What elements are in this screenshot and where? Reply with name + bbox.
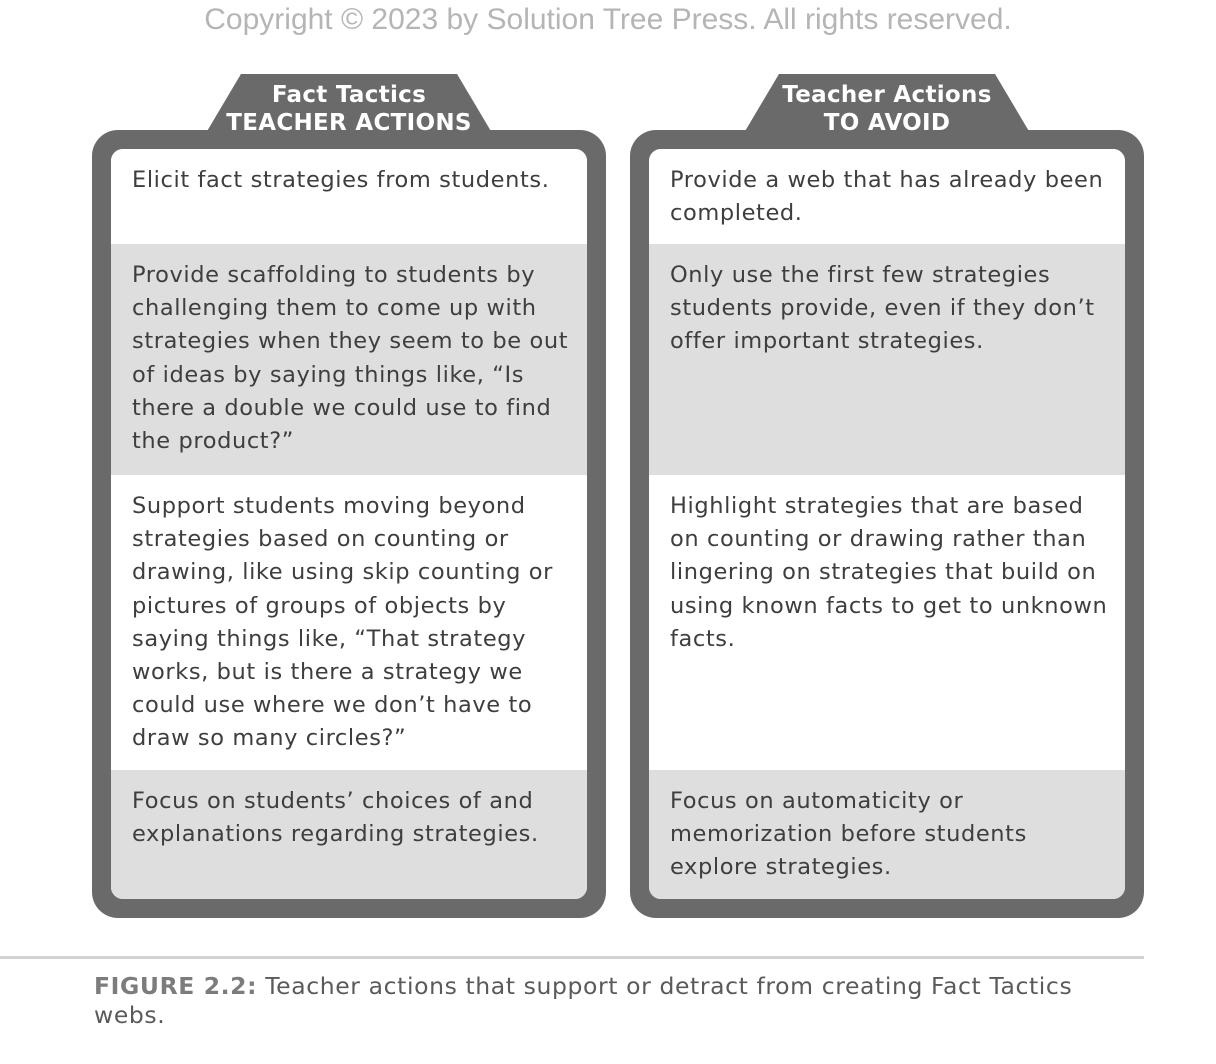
teacher-actions-panel — [92, 74, 606, 918]
panel-title — [741, 81, 1033, 137]
copyright-notice: Copyright © 2023 by Solution Tree Press. All rights reserved. — [204, 3, 1012, 36]
figure-label: FIGURE 2.2: — [94, 972, 258, 1000]
panel-list — [111, 149, 587, 899]
panel-title-line1: Fact Tactics — [271, 82, 427, 108]
list-item: Only use the first few strategies students provide, even if they don’t offer important strategies. — [649, 244, 1125, 475]
panel-title-line1: Teacher Actions — [782, 82, 992, 108]
figure-caption-text: Teacher actions that support or detract from creating Fact Tactics webs. — [94, 972, 1073, 1029]
panel-list — [649, 149, 1125, 899]
list-item: Highlight strategies that are based on counting or drawing rather than lingering on strategies that build on using known facts to get to unknown facts. — [649, 475, 1125, 770]
list-item: Provide a web that has already been completed. — [649, 149, 1125, 244]
actions-to-avoid-panel — [630, 74, 1144, 918]
list-item: Elicit fact strategies from students. — [111, 149, 587, 244]
list-item: Support students moving beyond strategies based on counting or drawing, like using skip counting or pictures of groups of objects by saying things like, “That strategy works, but is there a strategy we could use where we don’t have to draw so many circles?” — [111, 475, 587, 770]
list-item: Focus on automaticity or memorization before students explore strategies. — [649, 770, 1125, 899]
list-item: Provide scaffolding to students by challenging them to come up with strategies when they seem to be out of ideas by saying things like, “Is there a double we could use to find the product?” — [111, 244, 587, 475]
caption-divider — [0, 956, 1144, 959]
panel-title-line2: TEACHER ACTIONS — [226, 110, 472, 136]
figure-caption — [94, 972, 1094, 1030]
panel-title — [203, 81, 495, 137]
list-item: Focus on students’ choices of and explanations regarding strategies. — [111, 770, 587, 899]
panel-title-line2: TO AVOID — [823, 110, 951, 136]
